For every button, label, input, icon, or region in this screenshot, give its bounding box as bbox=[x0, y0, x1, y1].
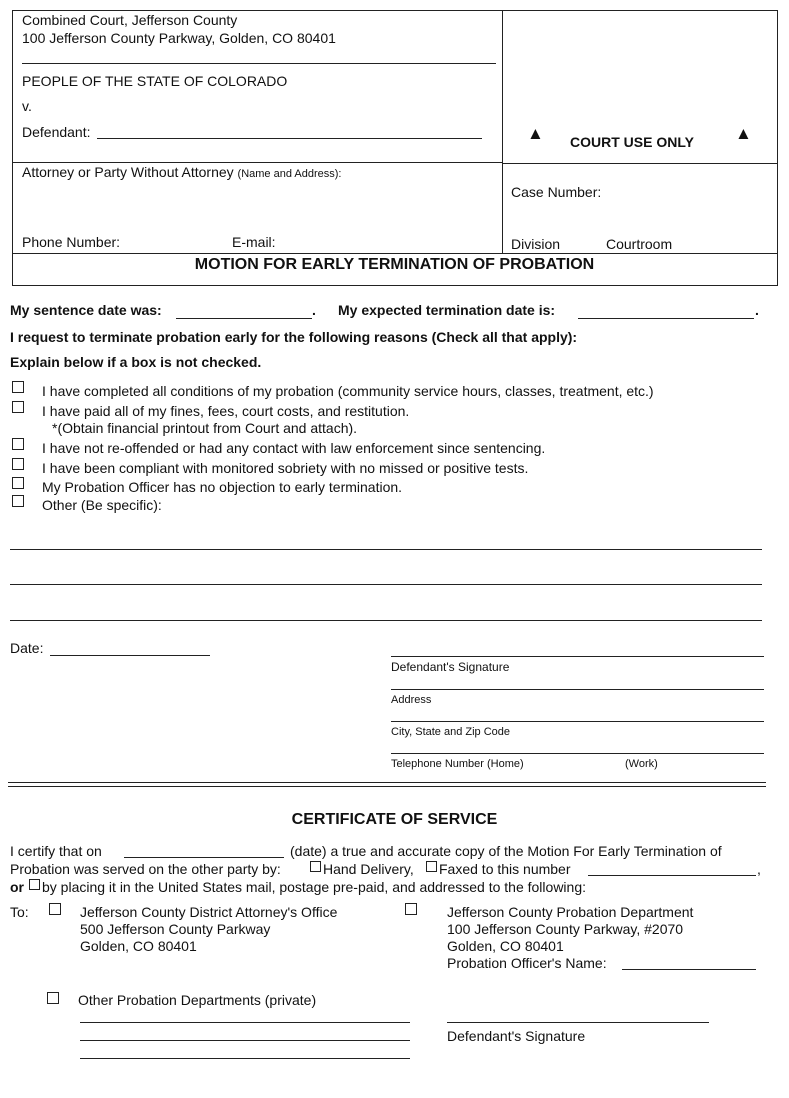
telephone-home-label: Telephone Number (Home) bbox=[391, 758, 524, 770]
reason-text-1: I have completed all conditions of my probation (community service hours, classes, treatment, etc.) bbox=[42, 383, 654, 399]
probation-dept-line-2: 100 Jefferson County Parkway, #2070 bbox=[447, 921, 684, 937]
probation-officer-field[interactable] bbox=[622, 969, 756, 970]
defendant-field[interactable] bbox=[97, 138, 482, 139]
reason-text-5: My Probation Officer has no objection to early termination. bbox=[42, 479, 403, 495]
city-state-zip-line[interactable] bbox=[391, 721, 764, 722]
mail-text: by placing it in the United States mail, postage pre-paid, and addressed to the following: bbox=[42, 879, 586, 895]
phone-label: Phone Number: bbox=[22, 234, 121, 250]
case-number-label: Case Number: bbox=[511, 184, 602, 200]
probation-officer-label: Probation Officer's Name: bbox=[447, 955, 607, 971]
sentence-date-label: My sentence date was: bbox=[10, 302, 162, 318]
caption-vertical-divider bbox=[502, 10, 503, 254]
telephone-line[interactable] bbox=[391, 753, 764, 754]
reason-checkbox-6[interactable] bbox=[12, 495, 24, 507]
or-prefix: or bbox=[10, 879, 24, 895]
reason-checkbox-3[interactable] bbox=[12, 438, 24, 450]
explanation-line-2[interactable] bbox=[10, 584, 762, 585]
signature-line[interactable] bbox=[391, 656, 764, 657]
served-prefix: Probation was served on the other party by: bbox=[10, 861, 281, 877]
attorney-label-text: Attorney or Party Without Attorney bbox=[22, 164, 234, 180]
da-office-line-3: Golden, CO 80401 bbox=[80, 938, 197, 954]
defendant-label: Defendant: bbox=[22, 124, 91, 140]
sentence-date-field[interactable] bbox=[176, 318, 312, 319]
reason-text-2: I have paid all of my fines, fees, court costs, and restitution. bbox=[42, 403, 410, 419]
other-departments-label: Other Probation Departments (private) bbox=[78, 992, 317, 1008]
attorney-note: (Name and Address): bbox=[237, 168, 342, 180]
period-1: . bbox=[312, 302, 316, 318]
da-office-checkbox[interactable] bbox=[49, 903, 61, 915]
faxed-label: Faxed to this number bbox=[439, 861, 571, 877]
reason-checkbox-5[interactable] bbox=[12, 477, 24, 489]
telephone-work-label: (Work) bbox=[625, 758, 658, 770]
reason-text-6: Other (Be specific): bbox=[42, 497, 162, 513]
other-departments-checkbox[interactable] bbox=[47, 992, 59, 1004]
court-address: 100 Jefferson County Parkway, Golden, CO 80401 bbox=[22, 30, 336, 46]
people-label: PEOPLE OF THE STATE OF COLORADO bbox=[22, 73, 288, 89]
attorney-label bbox=[22, 164, 341, 181]
certificate-defendant-signature-label: Defendant's Signature bbox=[447, 1028, 586, 1044]
financial-note: *(Obtain financial printout from Court and attach). bbox=[52, 420, 358, 436]
address-line[interactable] bbox=[391, 689, 764, 690]
caption-divider-left bbox=[12, 162, 502, 163]
triangle-left-icon: ▲ bbox=[527, 124, 544, 143]
reason-checkbox-1[interactable] bbox=[12, 381, 24, 393]
explanation-line-3[interactable] bbox=[10, 620, 762, 621]
comma: , bbox=[757, 861, 761, 877]
caption-divider-right bbox=[502, 163, 777, 164]
da-office-line-1: Jefferson County District Attorney's Office bbox=[80, 904, 338, 920]
court-use-only: COURT USE ONLY bbox=[570, 134, 694, 150]
termination-date-label: My expected termination date is: bbox=[338, 302, 556, 318]
court-name: Combined Court, Jefferson County bbox=[22, 12, 238, 28]
explain-text: Explain below if a box is not checked. bbox=[10, 354, 262, 370]
probation-dept-line-3: Golden, CO 80401 bbox=[447, 938, 564, 954]
form-title: MOTION FOR EARLY TERMINATION OF PROBATION bbox=[194, 256, 595, 273]
service-date-field[interactable] bbox=[124, 857, 284, 858]
section-divider bbox=[8, 782, 766, 783]
certificate-signature-line[interactable] bbox=[447, 1022, 709, 1023]
probation-dept-checkbox[interactable] bbox=[405, 903, 417, 915]
request-text: I request to terminate probation early for the following reasons (Check all that apply): bbox=[10, 329, 578, 345]
versus-label: v. bbox=[22, 98, 32, 114]
other-departments-line-1[interactable] bbox=[80, 1022, 410, 1023]
certify-suffix: (date) a true and accurate copy of the Motion For Early Termination of bbox=[290, 843, 722, 859]
date-label: Date: bbox=[10, 640, 44, 656]
reason-checkbox-2[interactable] bbox=[12, 401, 24, 413]
other-departments-line-3[interactable] bbox=[80, 1058, 410, 1059]
caption-divider-title bbox=[12, 253, 777, 254]
to-label: To: bbox=[10, 904, 29, 920]
faxed-checkbox[interactable] bbox=[426, 861, 437, 872]
city-state-zip-label: City, State and Zip Code bbox=[391, 726, 511, 738]
certificate-title: CERTIFICATE OF SERVICE bbox=[291, 811, 498, 828]
date-field[interactable] bbox=[50, 655, 210, 656]
certify-prefix: I certify that on bbox=[10, 843, 102, 859]
probation-dept-line-1: Jefferson County Probation Department bbox=[447, 904, 694, 920]
explanation-line-1[interactable] bbox=[10, 549, 762, 550]
defendant-signature-label: Defendant's Signature bbox=[391, 660, 510, 674]
reason-checkbox-4[interactable] bbox=[12, 458, 24, 470]
termination-date-field[interactable] bbox=[578, 318, 754, 319]
reason-text-4: I have been compliant with monitored sobriety with no missed or positive tests. bbox=[42, 460, 529, 476]
other-departments-line-2[interactable] bbox=[80, 1040, 410, 1041]
triangle-right-icon: ▲ bbox=[735, 124, 752, 143]
address-label: Address bbox=[391, 694, 432, 706]
hand-delivery-label: Hand Delivery, bbox=[323, 861, 414, 877]
court-address-underline bbox=[22, 63, 496, 64]
fax-number-field[interactable] bbox=[588, 875, 756, 876]
courtroom-label: Courtroom bbox=[606, 236, 673, 252]
division-label: Division bbox=[511, 236, 561, 252]
period-2: . bbox=[755, 302, 759, 318]
da-office-line-2: 500 Jefferson County Parkway bbox=[80, 921, 271, 937]
reason-text-3: I have not re-offended or had any contact with law enforcement since sentencing. bbox=[42, 440, 546, 456]
email-label: E-mail: bbox=[232, 234, 276, 250]
mail-checkbox[interactable] bbox=[29, 879, 40, 890]
section-divider-double bbox=[8, 786, 766, 787]
hand-delivery-checkbox[interactable] bbox=[310, 861, 321, 872]
